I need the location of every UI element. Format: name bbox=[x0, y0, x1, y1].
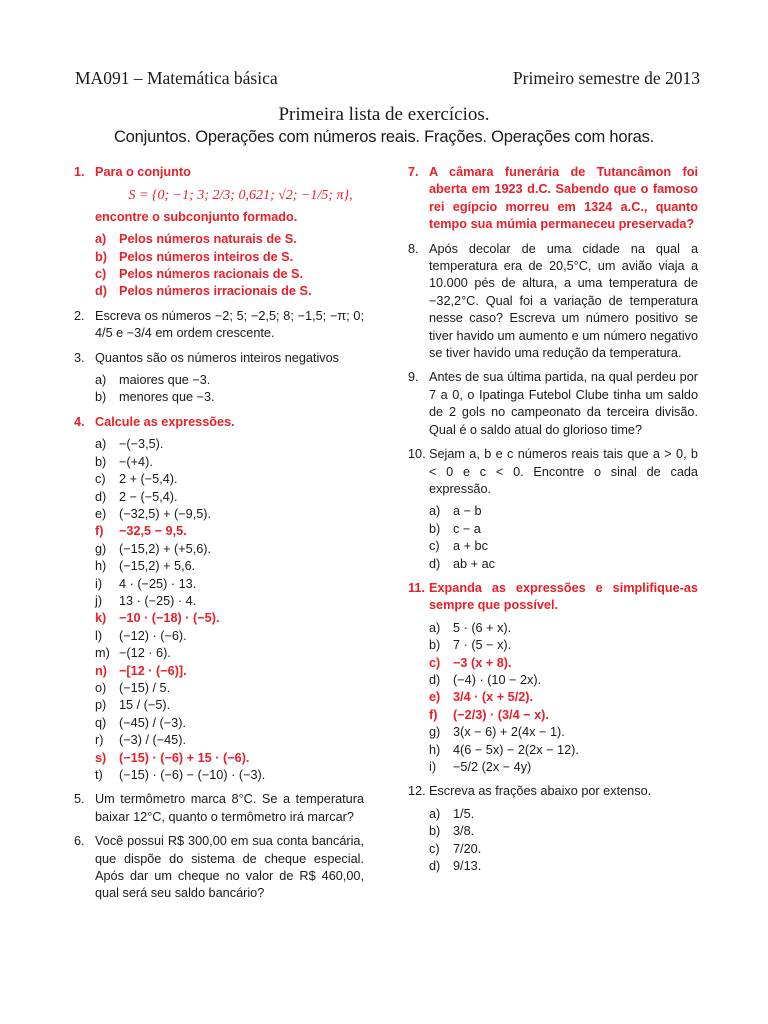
sub-item bbox=[429, 521, 698, 538]
sub-item bbox=[429, 759, 698, 776]
sub-item-text: 4(6 − 5x) − 2(2x − 12). bbox=[453, 742, 579, 757]
sub-item-letter: b) bbox=[95, 390, 107, 405]
sub-item bbox=[95, 576, 364, 593]
sub-item-letter: q) bbox=[95, 715, 107, 730]
question-item bbox=[74, 791, 364, 826]
sub-item-letter: r) bbox=[95, 733, 104, 748]
sub-item bbox=[95, 372, 364, 389]
sub-item-text: 3(x − 6) + 2(4x − 1). bbox=[453, 725, 565, 740]
sub-item-letter: s) bbox=[95, 750, 107, 765]
sub-item-text: 3/8. bbox=[453, 824, 475, 839]
question-text: Quantos são os números inteiros negativos bbox=[95, 350, 340, 365]
sub-item bbox=[429, 707, 698, 724]
sub-item-text: Pelos números naturais de S. bbox=[119, 232, 297, 247]
sub-item-letter: p) bbox=[95, 698, 107, 713]
sub-item-text: −(12 · 6). bbox=[119, 646, 171, 661]
sub-item-text: (−3) / (−45). bbox=[119, 733, 186, 748]
sub-item bbox=[429, 503, 698, 520]
sub-item bbox=[429, 620, 698, 637]
sub-item-letter: d) bbox=[429, 672, 441, 687]
sub-item-letter: a) bbox=[95, 373, 107, 388]
sub-item bbox=[429, 689, 698, 706]
sub-item-letter: d) bbox=[95, 284, 107, 299]
sub-item-letter: t) bbox=[95, 768, 103, 782]
sub-item-letter: l) bbox=[95, 628, 103, 643]
sub-item-letter: c) bbox=[95, 267, 107, 282]
sub-item-letter: a) bbox=[429, 504, 441, 519]
question-text: Um termômetro marca 8°C. Se a temperatura baixar 12°C, quanto o termômetro irá marcar? bbox=[95, 792, 364, 824]
sub-item-text: 2 − (−5,4). bbox=[119, 489, 178, 504]
question-text: Calcule as expressões. bbox=[95, 414, 235, 429]
question-number: 10. bbox=[408, 447, 426, 462]
sub-item-text: Pelos números irracionais de S. bbox=[119, 284, 312, 299]
sub-item-text: 9/13. bbox=[453, 859, 482, 874]
sub-item-text: 13 · (−25) · 4. bbox=[119, 593, 197, 608]
question-text: Antes de sua última partida, na qual perdeu por 7 a 0, o Ipatinga Futebol Clube tinha um saldo de 2 gols no campeonato da terceira divisão. Qual é o saldo atual do glorioso time? bbox=[429, 370, 698, 437]
sub-item-letter: b) bbox=[95, 454, 107, 469]
sub-item-letter: c) bbox=[95, 472, 106, 487]
sub-item-letter: k) bbox=[95, 611, 107, 626]
question-text: A câmara funerária de Tutancâmon foi aberta em 1923 d.C. Sabendo que o famoso rei egípcio morreu em 1324 a.C., quanto tempo sua múmia permaneceu preservada? bbox=[429, 165, 698, 232]
question-number: 1. bbox=[74, 165, 85, 179]
sub-item-text: −32,5 − 9,5. bbox=[119, 524, 187, 539]
sub-item-list bbox=[429, 806, 698, 876]
question-number: 8. bbox=[408, 241, 419, 256]
sub-item-text: 15 / (−5). bbox=[119, 698, 171, 713]
sub-item bbox=[95, 680, 364, 697]
sub-item-text: −3 (x + 8). bbox=[453, 655, 512, 670]
sub-item-letter: d) bbox=[95, 489, 107, 504]
sub-item bbox=[95, 283, 364, 300]
sub-item-text: 7 · (5 − x). bbox=[453, 638, 512, 653]
question-text: Após decolar de uma cidade na qual a temperatura era de 20,5°C, um avião viaja a 10.000 pés de altura, a uma temperatura de −32,2°C. Qual foi a variação de temperatura nesse caso? Escreva um número positivo se tiver havido um aumento e um número negativo se tiver havido uma redução da temperatura. bbox=[429, 241, 698, 361]
sub-item bbox=[429, 672, 698, 689]
sub-item bbox=[429, 637, 698, 654]
sub-item-text: −10 · (−18) · (−5). bbox=[119, 611, 220, 626]
sub-item-letter: e) bbox=[95, 506, 107, 521]
question-item bbox=[408, 369, 698, 439]
question-number: 7. bbox=[408, 165, 419, 179]
sub-item bbox=[429, 806, 698, 823]
sub-item-text: −5/2 (2x − 4y) bbox=[453, 760, 532, 774]
sub-item-text: maiores que −3. bbox=[119, 373, 211, 388]
question-number: 6. bbox=[74, 834, 85, 849]
sub-item bbox=[95, 610, 364, 627]
question-text: Escreva as frações abaixo por extenso. bbox=[429, 784, 652, 799]
sub-item-letter: c) bbox=[429, 841, 440, 856]
sub-item-text: −(−3,5). bbox=[119, 437, 164, 452]
question-item bbox=[74, 308, 364, 343]
sub-item-text: (−45) / (−3). bbox=[119, 715, 186, 730]
sub-item bbox=[95, 628, 364, 645]
sub-item-text: −(+4). bbox=[119, 454, 153, 469]
sub-item-text: 3/4 · (x + 5/2). bbox=[453, 690, 534, 705]
sub-item-text: Pelos números inteiros de S. bbox=[119, 249, 294, 264]
sub-item-text: Pelos números racionais de S. bbox=[119, 267, 304, 282]
sub-item-letter: d) bbox=[429, 859, 441, 874]
question-number: 9. bbox=[408, 370, 419, 385]
question-number: 11. bbox=[408, 580, 425, 595]
question-item bbox=[74, 414, 364, 785]
sub-item-letter: i) bbox=[95, 576, 103, 591]
sub-item-text: (−12) · (−6). bbox=[119, 628, 187, 643]
question-text-continued: encontre o subconjunto formado. bbox=[95, 209, 298, 224]
sub-item bbox=[95, 767, 364, 784]
question-item bbox=[74, 164, 364, 301]
sub-item-text: (−15) · (−6) − (−10) · (−3). bbox=[119, 768, 266, 782]
sub-item bbox=[429, 742, 698, 759]
sub-item-text: 1/5. bbox=[453, 806, 475, 821]
sub-item bbox=[429, 556, 698, 573]
sub-item bbox=[95, 750, 364, 767]
page-subtitle: Conjuntos. Operações com números reais. Frações. Operações com horas. bbox=[113, 128, 655, 146]
question-text: Você possui R$ 300,00 em sua conta bancária, que dispõe do sistema de cheque especial. Após dar um cheque no valor de R$ 460,00, qual será seu saldo bancário? bbox=[95, 834, 364, 901]
question-item bbox=[408, 783, 698, 875]
sub-item-text: menores que −3. bbox=[119, 390, 215, 405]
sub-item bbox=[429, 538, 698, 555]
sub-item-text: 4 · (−25) · 13. bbox=[119, 576, 197, 591]
sub-item-letter: g) bbox=[429, 725, 441, 740]
sub-item bbox=[95, 231, 364, 248]
sub-item-text: a + bc bbox=[453, 539, 488, 554]
sub-item-text: −[12 · (−6)]. bbox=[119, 663, 187, 678]
sub-item bbox=[95, 732, 364, 749]
sub-item-letter: b) bbox=[429, 824, 441, 839]
sub-item-letter: j) bbox=[95, 593, 103, 608]
sub-item-letter: a) bbox=[95, 232, 107, 247]
question-item bbox=[74, 350, 364, 407]
question-text: Escreva os números −2; 5; −2,5; 8; −1,5; −π; 0; 4/5 e −3/4 em ordem crescente. bbox=[95, 308, 364, 341]
sub-item-list bbox=[95, 372, 364, 407]
question-text: Para o conjunto bbox=[95, 165, 191, 179]
left-column bbox=[74, 164, 364, 910]
sub-item-letter: b) bbox=[95, 249, 107, 264]
sub-item bbox=[429, 823, 698, 840]
sub-item-text: 7/20. bbox=[453, 841, 482, 856]
sub-item bbox=[429, 841, 698, 858]
sub-item-list bbox=[429, 503, 698, 573]
sub-item-text: (−15) · (−6) + 15 · (−6). bbox=[119, 750, 250, 765]
sub-item-text: a − b bbox=[453, 504, 482, 519]
question-number: 4. bbox=[74, 414, 85, 429]
sub-item-letter: d) bbox=[429, 556, 441, 571]
sub-item bbox=[95, 715, 364, 732]
sub-item bbox=[95, 523, 364, 540]
sub-item bbox=[95, 506, 364, 523]
sub-item bbox=[95, 454, 364, 471]
sub-item bbox=[429, 858, 698, 875]
sub-item-letter: h) bbox=[429, 742, 441, 757]
sub-item bbox=[95, 436, 364, 453]
question-text: Expanda as expressões e simplifique-as sempre que possível. bbox=[429, 580, 698, 613]
sub-item-text: ab + ac bbox=[453, 556, 495, 571]
sub-item-letter: g) bbox=[95, 541, 107, 556]
sub-item-text: 5 · (6 + x). bbox=[453, 620, 512, 635]
question-number: 3. bbox=[74, 350, 85, 365]
sub-item-text: (−15,2) + 5,6. bbox=[119, 559, 196, 574]
sub-item bbox=[95, 541, 364, 558]
sub-item-letter: b) bbox=[429, 521, 441, 536]
page-title: Primeira lista de exercícios. bbox=[278, 104, 490, 125]
sub-item-letter: f) bbox=[429, 707, 438, 722]
sub-item-letter: i) bbox=[429, 760, 437, 774]
sub-item-letter: c) bbox=[429, 655, 441, 670]
sub-item bbox=[429, 655, 698, 672]
sub-item bbox=[429, 724, 698, 741]
sub-item-letter: a) bbox=[95, 437, 107, 452]
question-number: 2. bbox=[74, 308, 85, 323]
sub-item bbox=[95, 645, 364, 662]
right-column bbox=[408, 164, 698, 882]
question-text: Sejam a, b e c números reais tais que a > 0, b < 0 e c < 0. Encontre o sinal de cada expressão. bbox=[429, 447, 698, 496]
sub-item-letter: h) bbox=[95, 559, 107, 574]
sub-item bbox=[95, 389, 364, 406]
sub-item bbox=[95, 697, 364, 714]
question-item bbox=[74, 833, 364, 903]
question-item bbox=[408, 446, 698, 573]
sub-item-text: (−4) · (10 − 2x). bbox=[453, 672, 542, 687]
sub-item-text: c − a bbox=[453, 521, 481, 536]
sub-item-letter: m) bbox=[95, 646, 110, 661]
sub-item-letter: c) bbox=[429, 539, 440, 554]
question-number: 5. bbox=[74, 792, 85, 807]
sub-item-text: (−32,5) + (−9,5). bbox=[119, 506, 212, 521]
sub-item-text: (−2/3) · (3/4 − x). bbox=[453, 707, 549, 722]
sub-item-text: (−15,2) + (+5,6). bbox=[119, 541, 212, 556]
sub-item bbox=[95, 663, 364, 680]
question-number: 12. bbox=[408, 784, 426, 799]
sub-item-list bbox=[429, 620, 698, 777]
sub-item bbox=[95, 593, 364, 610]
semester: Primeiro semestre de 2013 bbox=[512, 68, 700, 88]
sub-item-letter: a) bbox=[429, 620, 441, 635]
sub-item bbox=[95, 249, 364, 266]
sub-item bbox=[95, 266, 364, 283]
set-formula: S = {0; −1; 3; 2/3; 0,621; √2; −1/5; π}, bbox=[128, 188, 353, 204]
sub-item-letter: n) bbox=[95, 663, 107, 678]
sub-item-letter: f) bbox=[95, 524, 104, 539]
sub-item-list bbox=[95, 231, 364, 301]
question-item bbox=[408, 580, 698, 776]
sub-item-text: 2 + (−5,4). bbox=[119, 472, 178, 487]
sub-item bbox=[95, 471, 364, 488]
sub-item-list bbox=[95, 436, 364, 784]
sub-item-letter: e) bbox=[429, 690, 441, 705]
sub-item-letter: b) bbox=[429, 638, 441, 653]
sub-item bbox=[95, 558, 364, 575]
question-item bbox=[408, 241, 698, 363]
question-item bbox=[408, 164, 698, 234]
course-name: MA091 – Matemática básica bbox=[75, 68, 278, 88]
sub-item bbox=[95, 489, 364, 506]
sub-item-text: (−15) / 5. bbox=[119, 680, 171, 695]
sub-item-letter: a) bbox=[429, 806, 441, 821]
sub-item-letter: o) bbox=[95, 680, 107, 695]
